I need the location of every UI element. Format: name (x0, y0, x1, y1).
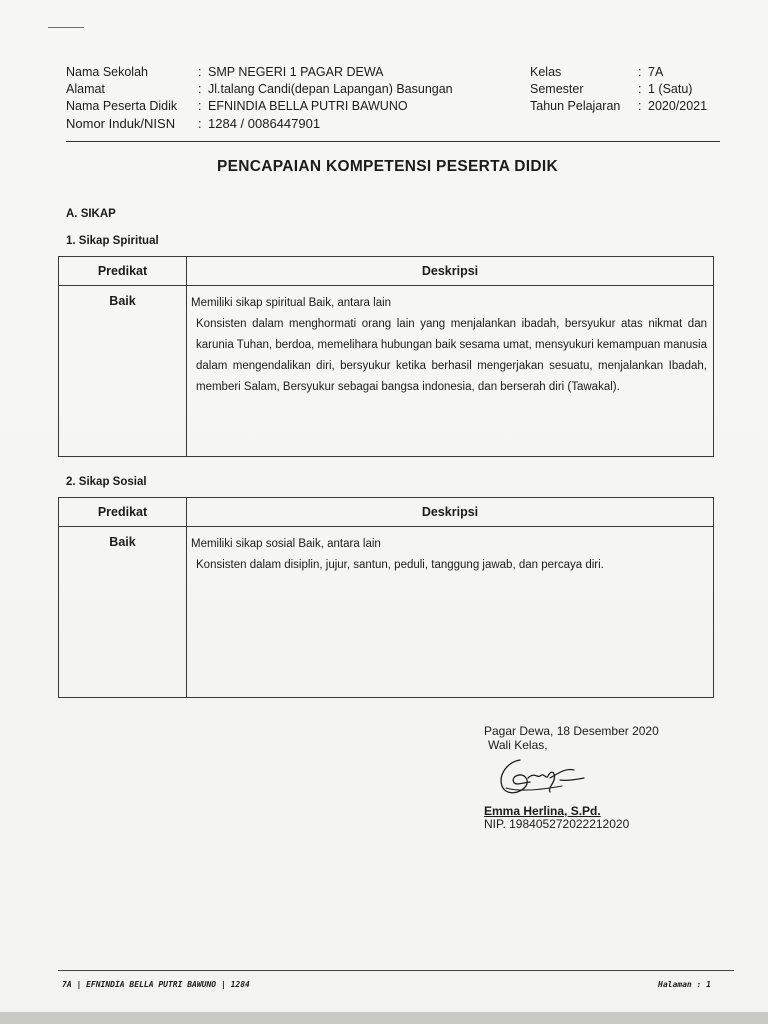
info-label: Alamat (66, 82, 105, 96)
info-separator: : (638, 82, 642, 96)
col-predikat-header: Predikat (59, 257, 187, 285)
section-a-heading: A. SIKAP (66, 208, 116, 220)
info-label: Semester (530, 82, 584, 96)
teacher-name: Emma Herlina, S.Pd. (484, 804, 601, 818)
deskripsi-cell (187, 527, 713, 698)
info-separator: : (198, 116, 202, 131)
info-row-semester (530, 81, 707, 98)
student-info (66, 64, 453, 132)
info-label: Tahun Pelajaran (530, 99, 621, 113)
social-heading: 2. Sikap Sosial (66, 476, 147, 488)
footer-student: 7A | EFNINDIA BELLA PUTRI BAWUNO | 1284 (62, 980, 250, 989)
info-value: Jl.talang Candi(depan Lapangan) Basungan (208, 82, 453, 96)
info-label: Kelas (530, 65, 562, 79)
sign-place-date: Pagar Dewa, 18 Desember 2020 (484, 724, 659, 738)
table-row (59, 286, 713, 457)
spiritual-heading: 1. Sikap Spiritual (66, 235, 159, 247)
info-label: Nama Sekolah (66, 65, 148, 79)
header-divider (66, 141, 720, 142)
info-row-student-name (66, 98, 453, 115)
teacher-nip: NIP. 198405272022212020 (484, 817, 630, 831)
info-row-class (530, 64, 707, 81)
info-value: SMP NEGERI 1 PAGAR DEWA (208, 65, 384, 79)
spiritual-table (58, 256, 714, 457)
deskripsi-cell (187, 286, 713, 457)
table-row (59, 527, 713, 698)
info-row-address (66, 81, 453, 98)
description-body: Konsisten dalam disiplin, jujur, santun, peduli, tanggung jawab, dan percaya diri. (196, 559, 604, 571)
predikat-cell: Baik (59, 527, 187, 698)
description-intro: Memiliki sikap spiritual Baik, antara lain (191, 297, 392, 309)
table-header (59, 257, 713, 286)
col-predikat-header: Predikat (59, 498, 187, 526)
info-value: 1284 / 0086447901 (208, 116, 321, 131)
info-label: Nama Peserta Didik (66, 99, 178, 113)
col-deskripsi-header: Deskripsi (421, 505, 479, 519)
class-info (530, 64, 707, 115)
info-value: 7A (648, 65, 664, 79)
description-body: Konsisten dalam menghormati orang lain yang menjalankan ibadah, bersyukur atas nikmat dan karunia Tuhan, berdoa, memelihara hubungan baik sesama umat, mensyukuri kemampuan manusia dalam mengendalikan diri, bersyukur ketika berhasil mengerjakan sesuatu, menjalankan Ibadah, memberi Salam, Bersyukur sebagai bangsa indonesia, dan berserah diri (Tawakal). (196, 318, 707, 393)
info-row-nisn (66, 115, 453, 132)
table-header (59, 498, 713, 527)
info-row-school (66, 64, 453, 81)
info-separator: : (198, 82, 202, 96)
scan-mark (48, 27, 84, 28)
handwritten-signature (490, 748, 590, 800)
info-separator: : (198, 65, 202, 79)
info-value: 2020/2021 (648, 99, 708, 113)
scan-edge (0, 1012, 768, 1024)
sign-role: Wali Kelas, (488, 738, 548, 752)
footer-page-number: Halaman : 1 (658, 980, 711, 989)
page-title: PENCAPAIAN KOMPETENSI PESERTA DIDIK (217, 158, 558, 175)
info-separator: : (638, 99, 642, 113)
info-value: EFNINDIA BELLA PUTRI BAWUNO (208, 99, 408, 113)
info-row-year (530, 98, 707, 115)
predikat-cell: Baik (59, 286, 187, 457)
footer-divider (58, 970, 734, 971)
info-separator: : (198, 99, 202, 113)
info-label: Nomor Induk/NISN (66, 116, 176, 131)
social-table (58, 497, 714, 698)
description-intro: Memiliki sikap sosial Baik, antara lain (191, 538, 381, 550)
col-deskripsi-header: Deskripsi (421, 264, 479, 278)
info-separator: : (638, 65, 642, 79)
info-value: 1 (Satu) (648, 82, 693, 96)
